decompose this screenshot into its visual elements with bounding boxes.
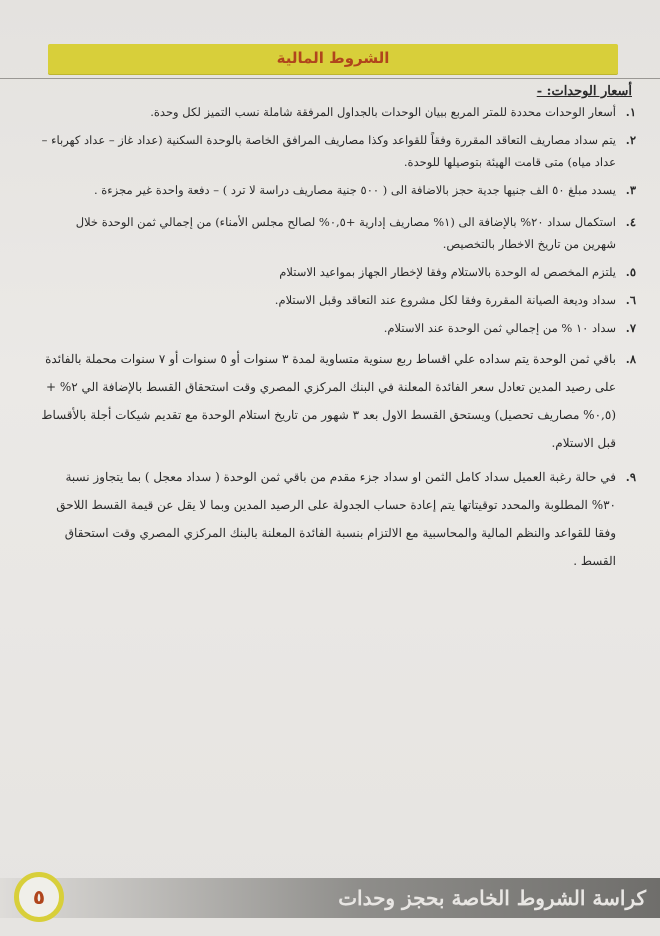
clause-number: ٧.	[625, 321, 636, 335]
clause-text: سداد ١٠ % من إجمالي ثمن الوحدة عند الاستلام.	[383, 321, 616, 335]
clause-text: يتم سداد مصاريف التعاقد المقررة وفقاً للقواعد وكذا مصاريف المرافق الخاصة بالوحدة السكنية (عداد غاز – عداد كهرباء – عداد مياه) متى قامت الهيئة بتوصيلها للوحدة.	[41, 133, 616, 169]
clause-8	[40, 345, 636, 457]
clause-number: ٦.	[625, 293, 636, 307]
clause-2	[40, 129, 636, 173]
page-title: الشروط المالية	[276, 49, 390, 67]
clause-text: أسعار الوحدات محددة للمتر المربع ببيان الوحدات بالجداول المرفقة شاملة نسب التميز لكل وحدة.	[150, 105, 616, 119]
title-banner	[48, 44, 618, 74]
clause-9	[40, 463, 636, 575]
clause-text: في حالة رغبة العميل سداد كامل الثمن او سداد جزء مقدم من باقي ثمن الوحدة ( سداد معجل ) بما يتجاوز نسبة ٣٠% المطلوبة والمحدد توقيتاتها يتم إعادة حساب الجدولة على الرصيد المدين وبما لا يقل عن قيمة القسط اللاحق وفقا للقواعد والنظم المالية والمحاسبية مع الالتزام بنسبة الفائدة المعلنة بالبنك المركزي المصري وقت استحقاق القسط .	[56, 470, 616, 568]
clause-5	[40, 261, 636, 283]
clause-7	[40, 317, 636, 339]
clause-text: استكمال سداد ٢٠% بالإضافة الى (١% مصاريف إدارية +٠,٥% لصالح مجلس الأمناء) من إجمالي ثمن الوحدة خلال شهرين من تاريخ الاخطار بالتخصيص.	[75, 215, 616, 251]
clause-6	[40, 289, 636, 311]
clause-text: سداد وديعة الصيانة المقررة وفقا لكل مشروع عند التعاقد وقبل الاستلام.	[274, 293, 616, 307]
page-number-badge	[14, 872, 64, 922]
clause-number: ٨.	[625, 352, 636, 366]
title-divider	[0, 78, 660, 79]
clause-number: ٩.	[625, 470, 636, 484]
clause-number: ٢.	[625, 133, 636, 147]
clause-number: ١.	[625, 105, 636, 119]
clause-4	[40, 211, 636, 255]
clause-3	[40, 179, 636, 201]
clause-number: ٤.	[625, 215, 636, 229]
booklet-title: كراسة الشروط الخاصة بحجز وحدات	[338, 886, 646, 910]
clause-text: يسدد مبلغ ٥٠ الف جنيها جدية حجز بالاضافة الى ( ٥٠٠ جنية مصاريف دراسة لا ترد ) – دفعة واحدة غير مجزءة .	[93, 183, 616, 197]
section-heading: أسعار الوحدات: -	[536, 84, 632, 99]
clause-1	[40, 101, 636, 123]
clause-number: ٣.	[625, 183, 636, 197]
clause-text: يلتزم المخصص له الوحدة بالاستلام وفقا لإخطار الجهاز بمواعيد الاستلام	[279, 265, 616, 279]
page-number: ٥	[32, 885, 46, 909]
clause-number: ٥.	[625, 265, 636, 279]
clause-text: باقي ثمن الوحدة يتم سداده علي اقساط ربع سنوية متساوية لمدة ٣ سنوات أو ٥ سنوات أو ٧ سنوات محملة بالفائدة على رصيد المدين تعادل سعر الفائدة المعلنة في البنك المركزي المصري وقت استحقاق القسط بالإضافة الي ٢% + (٠,٥% مصاريف تحصيل) ويستحق القسط الاول بعد ٣ شهور من تاريخ استلام الوحدة مع تقديم شيكات أجلة بالأقساط قبل الاستلام.	[41, 352, 616, 450]
footer-banner	[0, 878, 660, 918]
document-body	[40, 84, 636, 581]
